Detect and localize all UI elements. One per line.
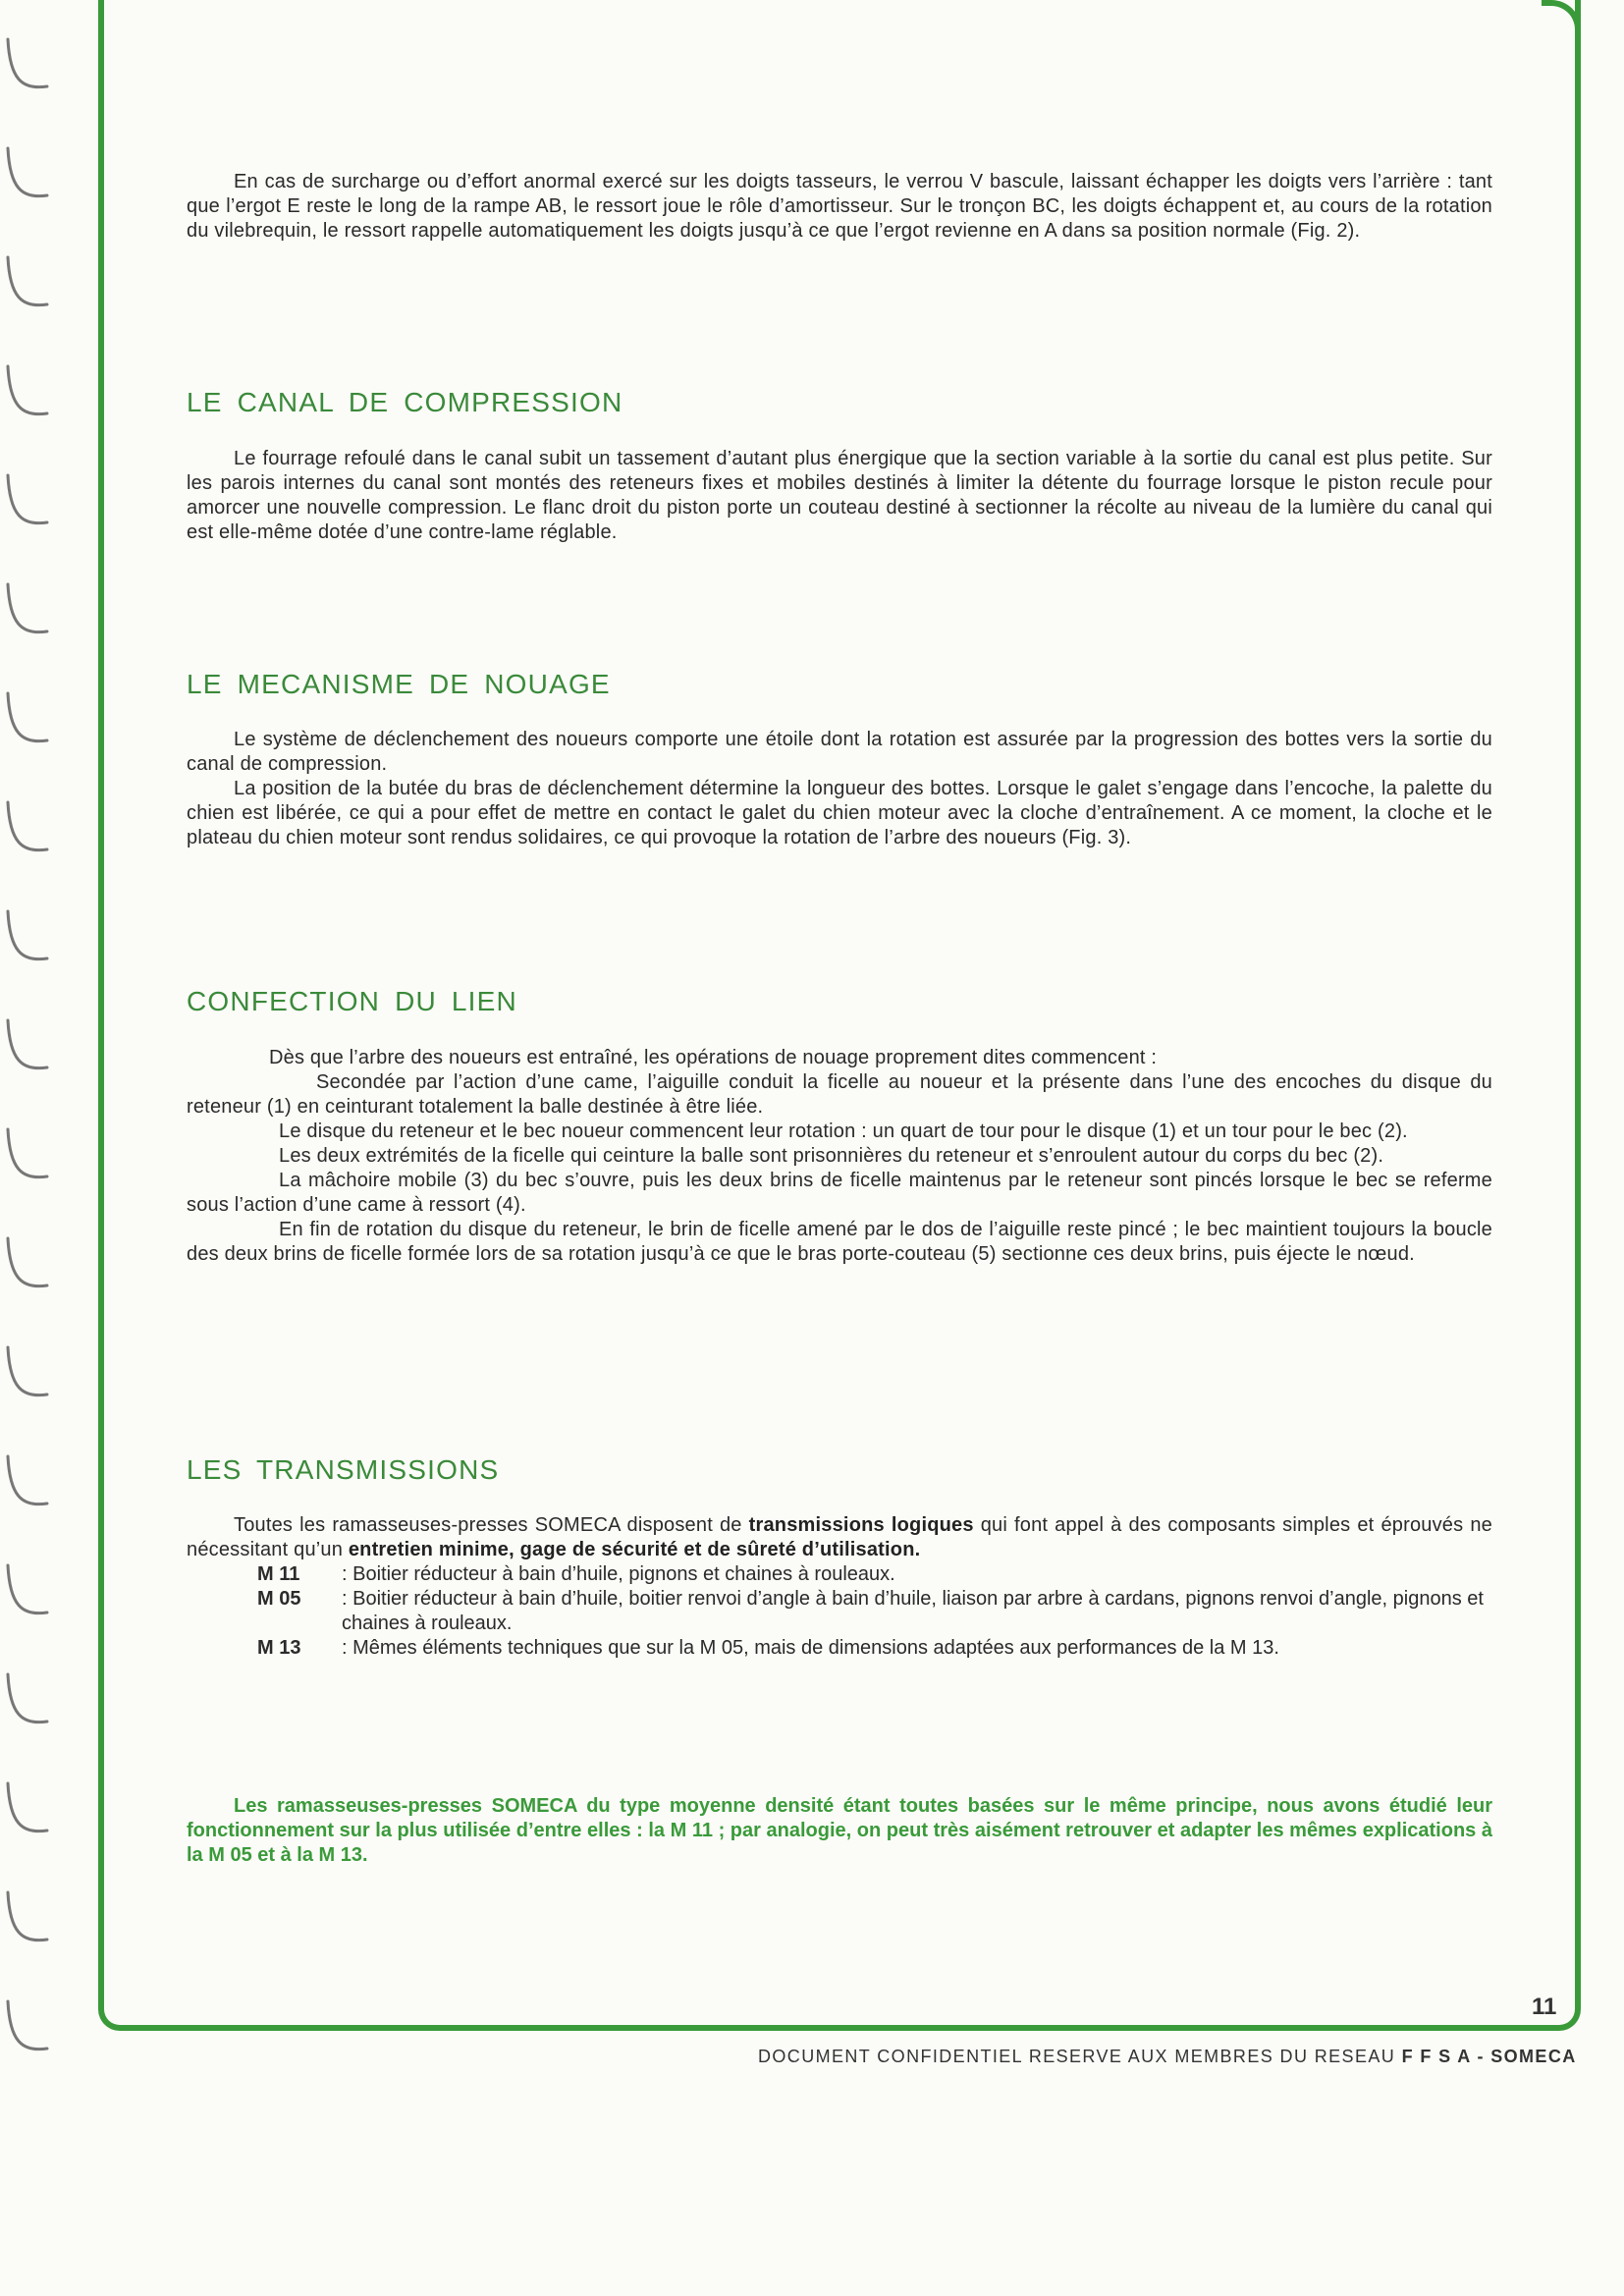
nouage-paragraph-1: Le système de déclenchement des noueurs comporte une étoile dont la rotation est assurée par la progression des bottes vers la sortie du canal de compression. (187, 729, 1492, 775)
model-list (187, 1562, 1492, 1661)
intro-paragraph: En cas de surcharge ou d’effort anormal exercé sur les doigts tasseurs, le verrou V bascule, laissant échapper les doigts vers l’arrière : tant que l’ergot E reste le long de la rampe AB, le ressort joue le rôle d’amortisseur. Sur le tronçon BC, les doigts échappent et, au cours de la rotation du vilebrequin, le ressort rappelle automatiquement les doigts jusqu’à ce que l’ergot revienne en A dans sa position normale (Fig. 2). (187, 171, 1492, 242)
spiral-binding (0, 0, 79, 2082)
heading-canal: LE CANAL DE COMPRESSION (187, 387, 623, 417)
binding-ring (8, 1020, 47, 1068)
model-item-m05: M 05 : Boitier réducteur à bain d’huile, boitier renvoi d’angle à bain d’huile, liaison par arbre à cardans, pignons renvoi d’angle, pignons et chaines à rouleaux. (257, 1588, 1484, 1634)
heading-nouage: LE MECANISME DE NOUAGE (187, 669, 611, 699)
footer-brand: F F S A - SOMECA (1401, 2047, 1577, 2066)
heading-transmissions: LES TRANSMISSIONS (187, 1454, 500, 1485)
canal-paragraph: Le fourrage refoulé dans le canal subit un tassement d’autant plus énergique que la section variable à la sortie du canal est plus petite. Sur les parois internes du canal sont montés des reteneurs fixes et mobiles destinés à limiter la détente du fourrage lorsque le piston recule pour amorcer une nouvelle compression. Le flanc droit du piston porte un couteau destiné à sectionner la récolte au niveau de la lumière du canal qui est elle-même dotée d’une contre-lame réglable. (187, 448, 1492, 543)
binding-ring (8, 475, 47, 523)
transmissions-section (187, 1513, 1492, 1661)
binding-ring (8, 366, 47, 414)
bold-entretien-minime: entretien minime, gage de sécurité et de sûreté d’utilisation. (348, 1539, 921, 1560)
binding-ring (8, 911, 47, 959)
binding-ring (8, 802, 47, 850)
binding-ring (8, 1565, 47, 1613)
lien-paragraph-5: La mâchoire mobile (3) du bec s’ouvre, puis les deux brins de ficelle maintenus par le reteneur sont pincés lorsque le bec se referme sous l’action d’une came à ressort (4). (187, 1170, 1492, 1216)
binding-ring (8, 1892, 47, 1941)
footer-confidential: DOCUMENT CONFIDENTIEL RESERVE AUX MEMBRES DU RESEAU F F S A - SOMECA (758, 2047, 1577, 2066)
binding-ring (8, 1674, 47, 1722)
lien-section (187, 1046, 1492, 1267)
summary-note: Les ramasseuses-presses SOMECA du type moyenne densité étant toutes basées sur le même principe, nous avons étudié leur fonctionnement sur la plus utilisée d’entre elles : la M 11 ; par analogie, on peut très aisément retrouver et adapter les mêmes explications à la M 05 et à la M 13. (187, 1795, 1492, 1866)
lien-paragraph-4: Les deux extrémités de la ficelle qui ceinture la balle sont prisonnières du reteneur et s’enroulent autour du corps du bec (2). (279, 1145, 1384, 1167)
model-item-m11: M 11 : Boitier réducteur à bain d’huile, pignons et chaines à rouleaux. (257, 1563, 895, 1585)
binding-ring (8, 584, 47, 632)
binding-ring (8, 1456, 47, 1504)
intro-section (187, 170, 1492, 244)
lien-paragraph-6: En fin de rotation du disque du reteneur, le brin de ficelle amené par le dos de l’aiguille reste pincé ; le bec maintient toujours la boucle des deux brins de ficelle formée lors de sa rotation jusqu’à ce que le bras porte-couteau (5) sectionne ces deux brins, puis éjecte le nœud. (187, 1219, 1492, 1265)
binding-ring (8, 1783, 47, 1831)
lien-paragraph-1: Dès que l’arbre des noueurs est entraîné, les opérations de nouage proprement dites commencent : (269, 1047, 1158, 1068)
transmissions-intro: Toutes les ramasseuses-presses SOMECA disposent de transmissions logiques qui font appel à des composants simples et éprouvés ne nécessitant qu’un entretien minime, gage de sécurité et de sûreté d’utilisation. (187, 1514, 1492, 1560)
binding-ring (8, 148, 47, 196)
binding-ring (8, 1347, 47, 1395)
heading-lien: CONFECTION DU LIEN (187, 986, 517, 1016)
lien-paragraph-3: Le disque du reteneur et le bec noueur commencent leur rotation : un quart de tour pour le disque (1) et un tour pour le bec (2). (279, 1121, 1408, 1142)
bold-transmissions-logiques: transmissions logiques (748, 1514, 974, 1536)
binding-ring (8, 693, 47, 741)
nouage-section (187, 728, 1492, 850)
binding-ring (8, 1129, 47, 1177)
binding-ring (8, 2001, 47, 2050)
binding-ring (8, 257, 47, 305)
binding-ring (8, 39, 47, 87)
page-number: 11 (1532, 1994, 1557, 2020)
lien-paragraph-2: Secondée par l’action d’une came, l’aiguille conduit la ficelle au noueur et la présente dans l’une des encoches du disque du reteneur (1) en ceinturant totalement la balle destinée à être liée. (187, 1071, 1492, 1118)
canal-section (187, 447, 1492, 545)
model-item-m13: M 13 : Mêmes éléments techniques que sur la M 05, mais de dimensions adaptées aux performances de la M 13. (257, 1637, 1279, 1659)
binding-ring (8, 1238, 47, 1286)
nouage-paragraph-2: La position de la butée du bras de déclenchement détermine la longueur des bottes. Lorsque le galet s’engage dans l’encoche, la palette du chien est libérée, ce qui a pour effet de mettre en contact le galet du chien moteur avec la cloche d’entraînement. A ce moment, la cloche et le plateau du chien moteur sont rendus solidaires, ce qui provoque la rotation de l’arbre des noueurs (Fig. 3). (187, 778, 1492, 848)
